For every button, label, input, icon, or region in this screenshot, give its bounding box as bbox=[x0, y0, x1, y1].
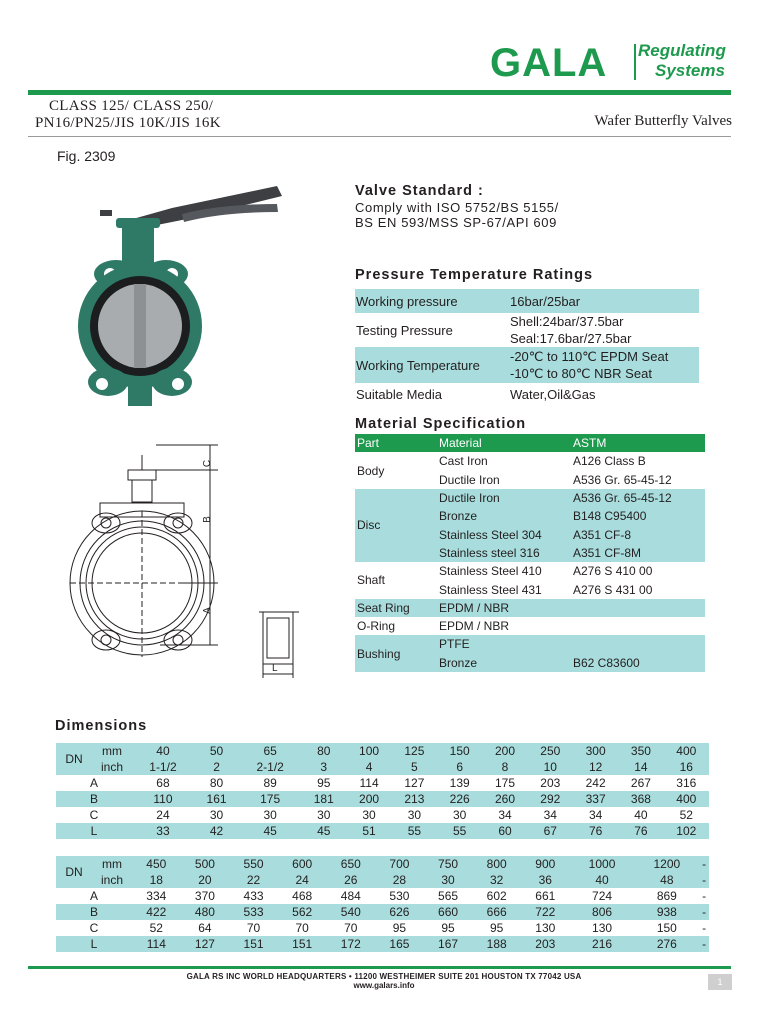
table-cell: 433 bbox=[243, 889, 264, 903]
table-cell: 14 bbox=[618, 759, 663, 775]
table-cell: 267 bbox=[630, 776, 651, 790]
table-cell: 300 bbox=[573, 743, 618, 759]
table-cell: 200 bbox=[346, 791, 391, 807]
table-row bbox=[56, 759, 709, 775]
table-cell: Working pressure bbox=[355, 289, 509, 313]
table-cell: 938 bbox=[634, 904, 699, 920]
table-cell: 540 bbox=[327, 904, 376, 920]
table-cell: 806 bbox=[570, 904, 635, 920]
part-cell: Bushing bbox=[355, 635, 437, 672]
table-cell: 203 bbox=[540, 776, 561, 790]
table-cell: 36 bbox=[521, 872, 570, 888]
table-cell: 480 bbox=[181, 904, 230, 920]
table-cell: 165 bbox=[375, 936, 424, 952]
table-cell: 661 bbox=[535, 889, 556, 903]
row-label: C bbox=[89, 921, 99, 935]
table-cell: 24 bbox=[156, 808, 170, 822]
part-cell: Shaft bbox=[357, 573, 386, 588]
table-cell: 181 bbox=[301, 791, 346, 807]
table-cell: 12 bbox=[573, 759, 618, 775]
table-cell: 95 bbox=[441, 921, 455, 935]
table-cell: 400 bbox=[664, 791, 709, 807]
table-cell: 484 bbox=[340, 889, 361, 903]
table-cell: 242 bbox=[585, 776, 606, 790]
material-cell: Bronze bbox=[437, 654, 571, 672]
table-cell: 350 bbox=[618, 743, 663, 759]
document-title: Wafer Butterfly Valves bbox=[594, 113, 732, 129]
table-cell: Working Temperature bbox=[355, 347, 509, 383]
table-cell: 450 bbox=[132, 856, 181, 872]
table-cell: 422 bbox=[132, 904, 181, 920]
table-cell: 80 bbox=[209, 776, 224, 790]
table-cell: Water,Oil&Gas bbox=[510, 386, 596, 402]
table-row bbox=[56, 775, 709, 791]
table-row bbox=[56, 823, 709, 839]
table-cell: 55 bbox=[437, 823, 482, 839]
table-cell: 26 bbox=[327, 872, 376, 888]
table-cell: 139 bbox=[449, 776, 470, 790]
table-cell: 3 bbox=[301, 759, 346, 775]
table-row bbox=[56, 856, 709, 872]
table-cell: 65 bbox=[239, 743, 301, 759]
table-cell: 1200 bbox=[634, 856, 699, 872]
astm-cell: A126 Class B bbox=[573, 454, 646, 469]
table-cell: 600 bbox=[278, 856, 327, 872]
table-cell bbox=[509, 347, 699, 383]
row-label: B bbox=[56, 904, 132, 920]
table-cell: 800 bbox=[472, 856, 521, 872]
table-row bbox=[355, 635, 705, 653]
figure-label: Fig. 2309 bbox=[57, 148, 116, 164]
table-cell: 660 bbox=[424, 904, 473, 920]
table-cell: 550 bbox=[229, 856, 278, 872]
table-row bbox=[56, 920, 709, 936]
table-cell: 626 bbox=[375, 904, 424, 920]
table-cell: 76 bbox=[618, 823, 663, 839]
row-label: A bbox=[89, 889, 98, 903]
row-label: C bbox=[89, 808, 99, 822]
table-cell: 30 bbox=[362, 808, 376, 822]
table-cell: 602 bbox=[486, 889, 507, 903]
astm-cell: A536 Gr. 65-45-12 bbox=[573, 472, 672, 487]
cell-line: Seal:17.6bar/27.5bar bbox=[510, 331, 632, 346]
table-row bbox=[355, 489, 705, 507]
table-cell: 337 bbox=[573, 791, 618, 807]
table-cell: 70 bbox=[246, 921, 261, 935]
row-label: A bbox=[89, 776, 98, 790]
table-cell: 30 bbox=[209, 808, 224, 822]
table-cell: 64 bbox=[198, 921, 212, 935]
table-cell: 114 bbox=[132, 936, 181, 952]
logo-separator bbox=[634, 44, 636, 80]
table-cell: 80 bbox=[301, 743, 346, 759]
cell-line: -10℃ to 80℃ NBR Seat bbox=[510, 366, 652, 381]
table-cell: 52 bbox=[149, 921, 163, 935]
part-cell: Body bbox=[357, 463, 385, 478]
material-cell: Ductile Iron bbox=[437, 489, 571, 507]
astm-cell: A536 Gr. 65-45-12 bbox=[571, 489, 705, 507]
astm-cell: A276 S 410 00 bbox=[573, 564, 653, 579]
row-label: L bbox=[56, 823, 132, 839]
table-cell: 203 bbox=[521, 936, 570, 952]
footer-bar bbox=[28, 966, 731, 969]
table-cell: 260 bbox=[482, 791, 527, 807]
table-cell: 172 bbox=[327, 936, 376, 952]
astm-cell: A351 CF-8 bbox=[571, 525, 705, 543]
table-cell: 292 bbox=[528, 791, 573, 807]
astm-cell: A276 S 431 00 bbox=[573, 582, 653, 597]
table-cell: 226 bbox=[437, 791, 482, 807]
table-cell: 20 bbox=[181, 872, 230, 888]
table-cell: 16bar/25bar bbox=[509, 289, 699, 313]
table-cell: 188 bbox=[472, 936, 521, 952]
logo-tagline-1: Regulating bbox=[638, 41, 726, 60]
table-cell: 68 bbox=[156, 776, 170, 790]
table-cell: 114 bbox=[359, 776, 379, 790]
table-cell: 869 bbox=[656, 889, 677, 903]
table-cell: 151 bbox=[278, 936, 327, 952]
table-cell: 95 bbox=[490, 921, 504, 935]
footer-website-link[interactable]: www.galars.info bbox=[353, 981, 415, 990]
table-cell: - bbox=[702, 921, 707, 935]
material-cell: Stainless Steel 410 bbox=[439, 564, 542, 579]
table-cell: 67 bbox=[528, 823, 573, 839]
table-cell: 151 bbox=[229, 936, 278, 952]
material-cell: Cast Iron bbox=[439, 454, 488, 469]
table-cell: 5 bbox=[392, 759, 437, 775]
table-row bbox=[56, 936, 709, 952]
table-cell: 530 bbox=[389, 889, 410, 903]
table-cell: 110 bbox=[132, 791, 194, 807]
table-cell: 216 bbox=[570, 936, 635, 952]
header-bar bbox=[28, 90, 731, 95]
table-cell: 40 bbox=[634, 808, 648, 822]
table-cell: 6 bbox=[437, 759, 482, 775]
dn-label: DN bbox=[56, 856, 92, 888]
table-row bbox=[56, 888, 709, 904]
table-cell: 250 bbox=[528, 743, 573, 759]
astm-cell bbox=[571, 635, 705, 653]
logo-wordmark: GALA bbox=[490, 41, 608, 85]
table-cell: 161 bbox=[194, 791, 239, 807]
dn-label: DN bbox=[56, 743, 92, 775]
table-cell: 10 bbox=[528, 759, 573, 775]
table-cell: 150 bbox=[437, 743, 482, 759]
unit-label: mm bbox=[92, 743, 132, 759]
page-number: 1 bbox=[708, 974, 732, 990]
table-row bbox=[355, 562, 705, 580]
table-cell: 125 bbox=[392, 743, 437, 759]
material-cell: Stainless Steel 304 bbox=[437, 525, 571, 543]
table-cell bbox=[509, 313, 699, 347]
table-row bbox=[355, 313, 699, 347]
table-cell: 200 bbox=[482, 743, 527, 759]
cell-line: Shell:24bar/37.5bar bbox=[510, 314, 624, 329]
class-rating-line-1: CLASS 125/ CLASS 250/ bbox=[49, 98, 214, 114]
table-cell: 32 bbox=[472, 872, 521, 888]
dimensions-heading: Dimensions bbox=[55, 718, 148, 734]
material-cell: Stainless Steel 431 bbox=[439, 582, 542, 597]
table-row bbox=[56, 807, 709, 823]
valve-standard-line: BS EN 593/MSS SP-67/API 609 bbox=[355, 215, 557, 230]
table-cell: 16 bbox=[664, 759, 709, 775]
table-cell: 724 bbox=[592, 889, 613, 903]
header-divider bbox=[28, 136, 731, 137]
table-cell: 30 bbox=[453, 808, 467, 822]
table-cell: 70 bbox=[295, 921, 309, 935]
table-cell: 1000 bbox=[570, 856, 635, 872]
table-cell: 18 bbox=[132, 872, 181, 888]
part-cell: Seat Ring bbox=[355, 599, 437, 617]
material-cell: Bronze bbox=[437, 507, 571, 525]
table-cell: 127 bbox=[181, 936, 230, 952]
table-cell: 22 bbox=[229, 872, 278, 888]
table-cell: 55 bbox=[392, 823, 437, 839]
table-cell: 4 bbox=[346, 759, 391, 775]
dimension-label-a: A bbox=[201, 607, 213, 614]
table-cell: 2 bbox=[194, 759, 239, 775]
footer-address: GALA RS INC WORLD HEADQUARTERS • 11200 WESTHEIMER SUITE 201 HOUSTON TX 77042 USA bbox=[186, 972, 582, 981]
table-cell: 722 bbox=[521, 904, 570, 920]
material-cell: Ductile Iron bbox=[439, 472, 500, 487]
material-spec-table bbox=[355, 434, 705, 672]
table-row bbox=[56, 872, 709, 888]
table-cell: 167 bbox=[424, 936, 473, 952]
table-cell: 500 bbox=[181, 856, 230, 872]
table-cell: 24 bbox=[278, 872, 327, 888]
table-row bbox=[56, 791, 709, 807]
table-cell: 175 bbox=[239, 791, 301, 807]
unit-label: mm bbox=[92, 856, 132, 872]
table-cell: 700 bbox=[375, 856, 424, 872]
astm-cell: A351 CF-8M bbox=[571, 544, 705, 562]
table-cell: 42 bbox=[194, 823, 239, 839]
part-cell: Disc bbox=[355, 489, 437, 562]
table-cell: 34 bbox=[588, 808, 603, 822]
table-cell: 150 bbox=[656, 921, 677, 935]
table-cell: 95 bbox=[392, 921, 407, 935]
table-cell: - bbox=[699, 856, 709, 872]
table-cell: 130 bbox=[592, 921, 613, 935]
material-cell: EPDM / NBR bbox=[439, 619, 510, 634]
table-cell: 70 bbox=[344, 921, 358, 935]
table-cell: 30 bbox=[263, 808, 277, 822]
table-cell: Suitable Media bbox=[356, 386, 442, 402]
table-cell: - bbox=[699, 936, 709, 952]
table-cell: 213 bbox=[392, 791, 437, 807]
table-cell: 2-1/2 bbox=[239, 759, 301, 775]
material-cell: PTFE bbox=[437, 635, 571, 653]
table-cell: - bbox=[699, 872, 709, 888]
table-cell: 95 bbox=[317, 776, 331, 790]
table-cell: 102 bbox=[664, 823, 709, 839]
unit-label: inch bbox=[92, 759, 132, 775]
table-cell: 900 bbox=[521, 856, 570, 872]
material-cell: EPDM / NBR bbox=[437, 599, 571, 617]
table-row bbox=[355, 452, 705, 470]
table-cell: 316 bbox=[676, 776, 697, 790]
table-cell: 127 bbox=[404, 776, 425, 790]
valve-photo bbox=[72, 178, 288, 418]
table-cell: 100 bbox=[346, 743, 391, 759]
dimensions-table-2 bbox=[56, 856, 709, 952]
row-label: L bbox=[56, 936, 132, 952]
astm-cell: B148 C95400 bbox=[571, 507, 705, 525]
unit-label: inch bbox=[92, 872, 132, 888]
table-cell: - bbox=[699, 904, 709, 920]
gala-logo bbox=[490, 40, 740, 86]
table-row bbox=[355, 289, 699, 313]
table-cell: 30 bbox=[424, 872, 473, 888]
dimensions-table-1 bbox=[56, 743, 709, 839]
cell-line: -20℃ to 110℃ EPDM Seat bbox=[510, 349, 669, 364]
material-cell: Stainless steel 316 bbox=[437, 544, 571, 562]
table-cell: 45 bbox=[301, 823, 346, 839]
valve-standard-heading: Valve Standard : bbox=[355, 183, 484, 199]
dimension-label-c: C bbox=[202, 459, 214, 468]
table-cell: 52 bbox=[679, 808, 693, 822]
valve-standard-text bbox=[355, 200, 559, 230]
table-cell: 276 bbox=[634, 936, 699, 952]
table-cell: 33 bbox=[132, 823, 194, 839]
table-cell: 45 bbox=[239, 823, 301, 839]
astm-cell bbox=[571, 617, 705, 635]
table-cell: 562 bbox=[278, 904, 327, 920]
table-cell: 50 bbox=[194, 743, 239, 759]
table-cell: 60 bbox=[482, 823, 527, 839]
table-row bbox=[355, 383, 699, 405]
logo-tagline-2: Systems bbox=[655, 61, 725, 80]
table-cell: 175 bbox=[494, 776, 516, 790]
table-row bbox=[355, 599, 705, 617]
table-cell: 34 bbox=[543, 808, 557, 822]
table-cell: 34 bbox=[498, 808, 512, 822]
pressure-ratings-table bbox=[355, 289, 699, 405]
astm-cell: B62 C83600 bbox=[571, 654, 705, 672]
table-cell: 1-1/2 bbox=[132, 759, 194, 775]
table-cell: 89 bbox=[263, 776, 277, 790]
table-cell: 30 bbox=[407, 808, 422, 822]
table-cell: 533 bbox=[229, 904, 278, 920]
table-cell: 40 bbox=[570, 872, 635, 888]
column-header: ASTM bbox=[571, 434, 705, 452]
part-cell: O-Ring bbox=[357, 619, 396, 634]
table-cell: 40 bbox=[132, 743, 194, 759]
table-cell: 468 bbox=[292, 889, 313, 903]
row-label: B bbox=[56, 791, 132, 807]
column-header: Material bbox=[437, 434, 571, 452]
table-cell: 76 bbox=[573, 823, 618, 839]
table-row bbox=[56, 904, 709, 920]
valve-side-view bbox=[255, 608, 303, 680]
table-cell: 750 bbox=[424, 856, 473, 872]
class-rating-line-2: PN16/PN25/JIS 10K/JIS 16K bbox=[35, 115, 221, 131]
table-cell: 51 bbox=[346, 823, 391, 839]
table-cell: Testing Pressure bbox=[356, 322, 453, 338]
table-header-row bbox=[355, 434, 705, 452]
dimension-label-b: B bbox=[201, 516, 213, 523]
table-cell: 400 bbox=[664, 743, 709, 759]
astm-cell bbox=[571, 599, 705, 617]
table-cell: 666 bbox=[472, 904, 521, 920]
table-cell: 8 bbox=[482, 759, 527, 775]
table-cell: 130 bbox=[535, 921, 556, 935]
material-spec-heading: Material Specification bbox=[355, 416, 527, 432]
table-cell: 650 bbox=[327, 856, 376, 872]
table-cell: 565 bbox=[438, 889, 459, 903]
table-row bbox=[355, 347, 699, 383]
column-header: Part bbox=[355, 434, 437, 452]
table-cell: 30 bbox=[317, 808, 331, 822]
table-cell: 334 bbox=[146, 889, 167, 903]
table-cell: 48 bbox=[634, 872, 699, 888]
table-cell: 368 bbox=[618, 791, 663, 807]
dimension-label-l: L bbox=[272, 663, 278, 674]
table-row bbox=[56, 743, 709, 759]
valve-standard-line: Comply with ISO 5752/BS 5155/ bbox=[355, 200, 559, 215]
table-cell: 370 bbox=[194, 889, 215, 903]
table-cell: 28 bbox=[375, 872, 424, 888]
table-row bbox=[355, 617, 705, 635]
table-cell: - bbox=[702, 889, 707, 903]
pressure-ratings-heading: Pressure Temperature Ratings bbox=[355, 267, 594, 283]
